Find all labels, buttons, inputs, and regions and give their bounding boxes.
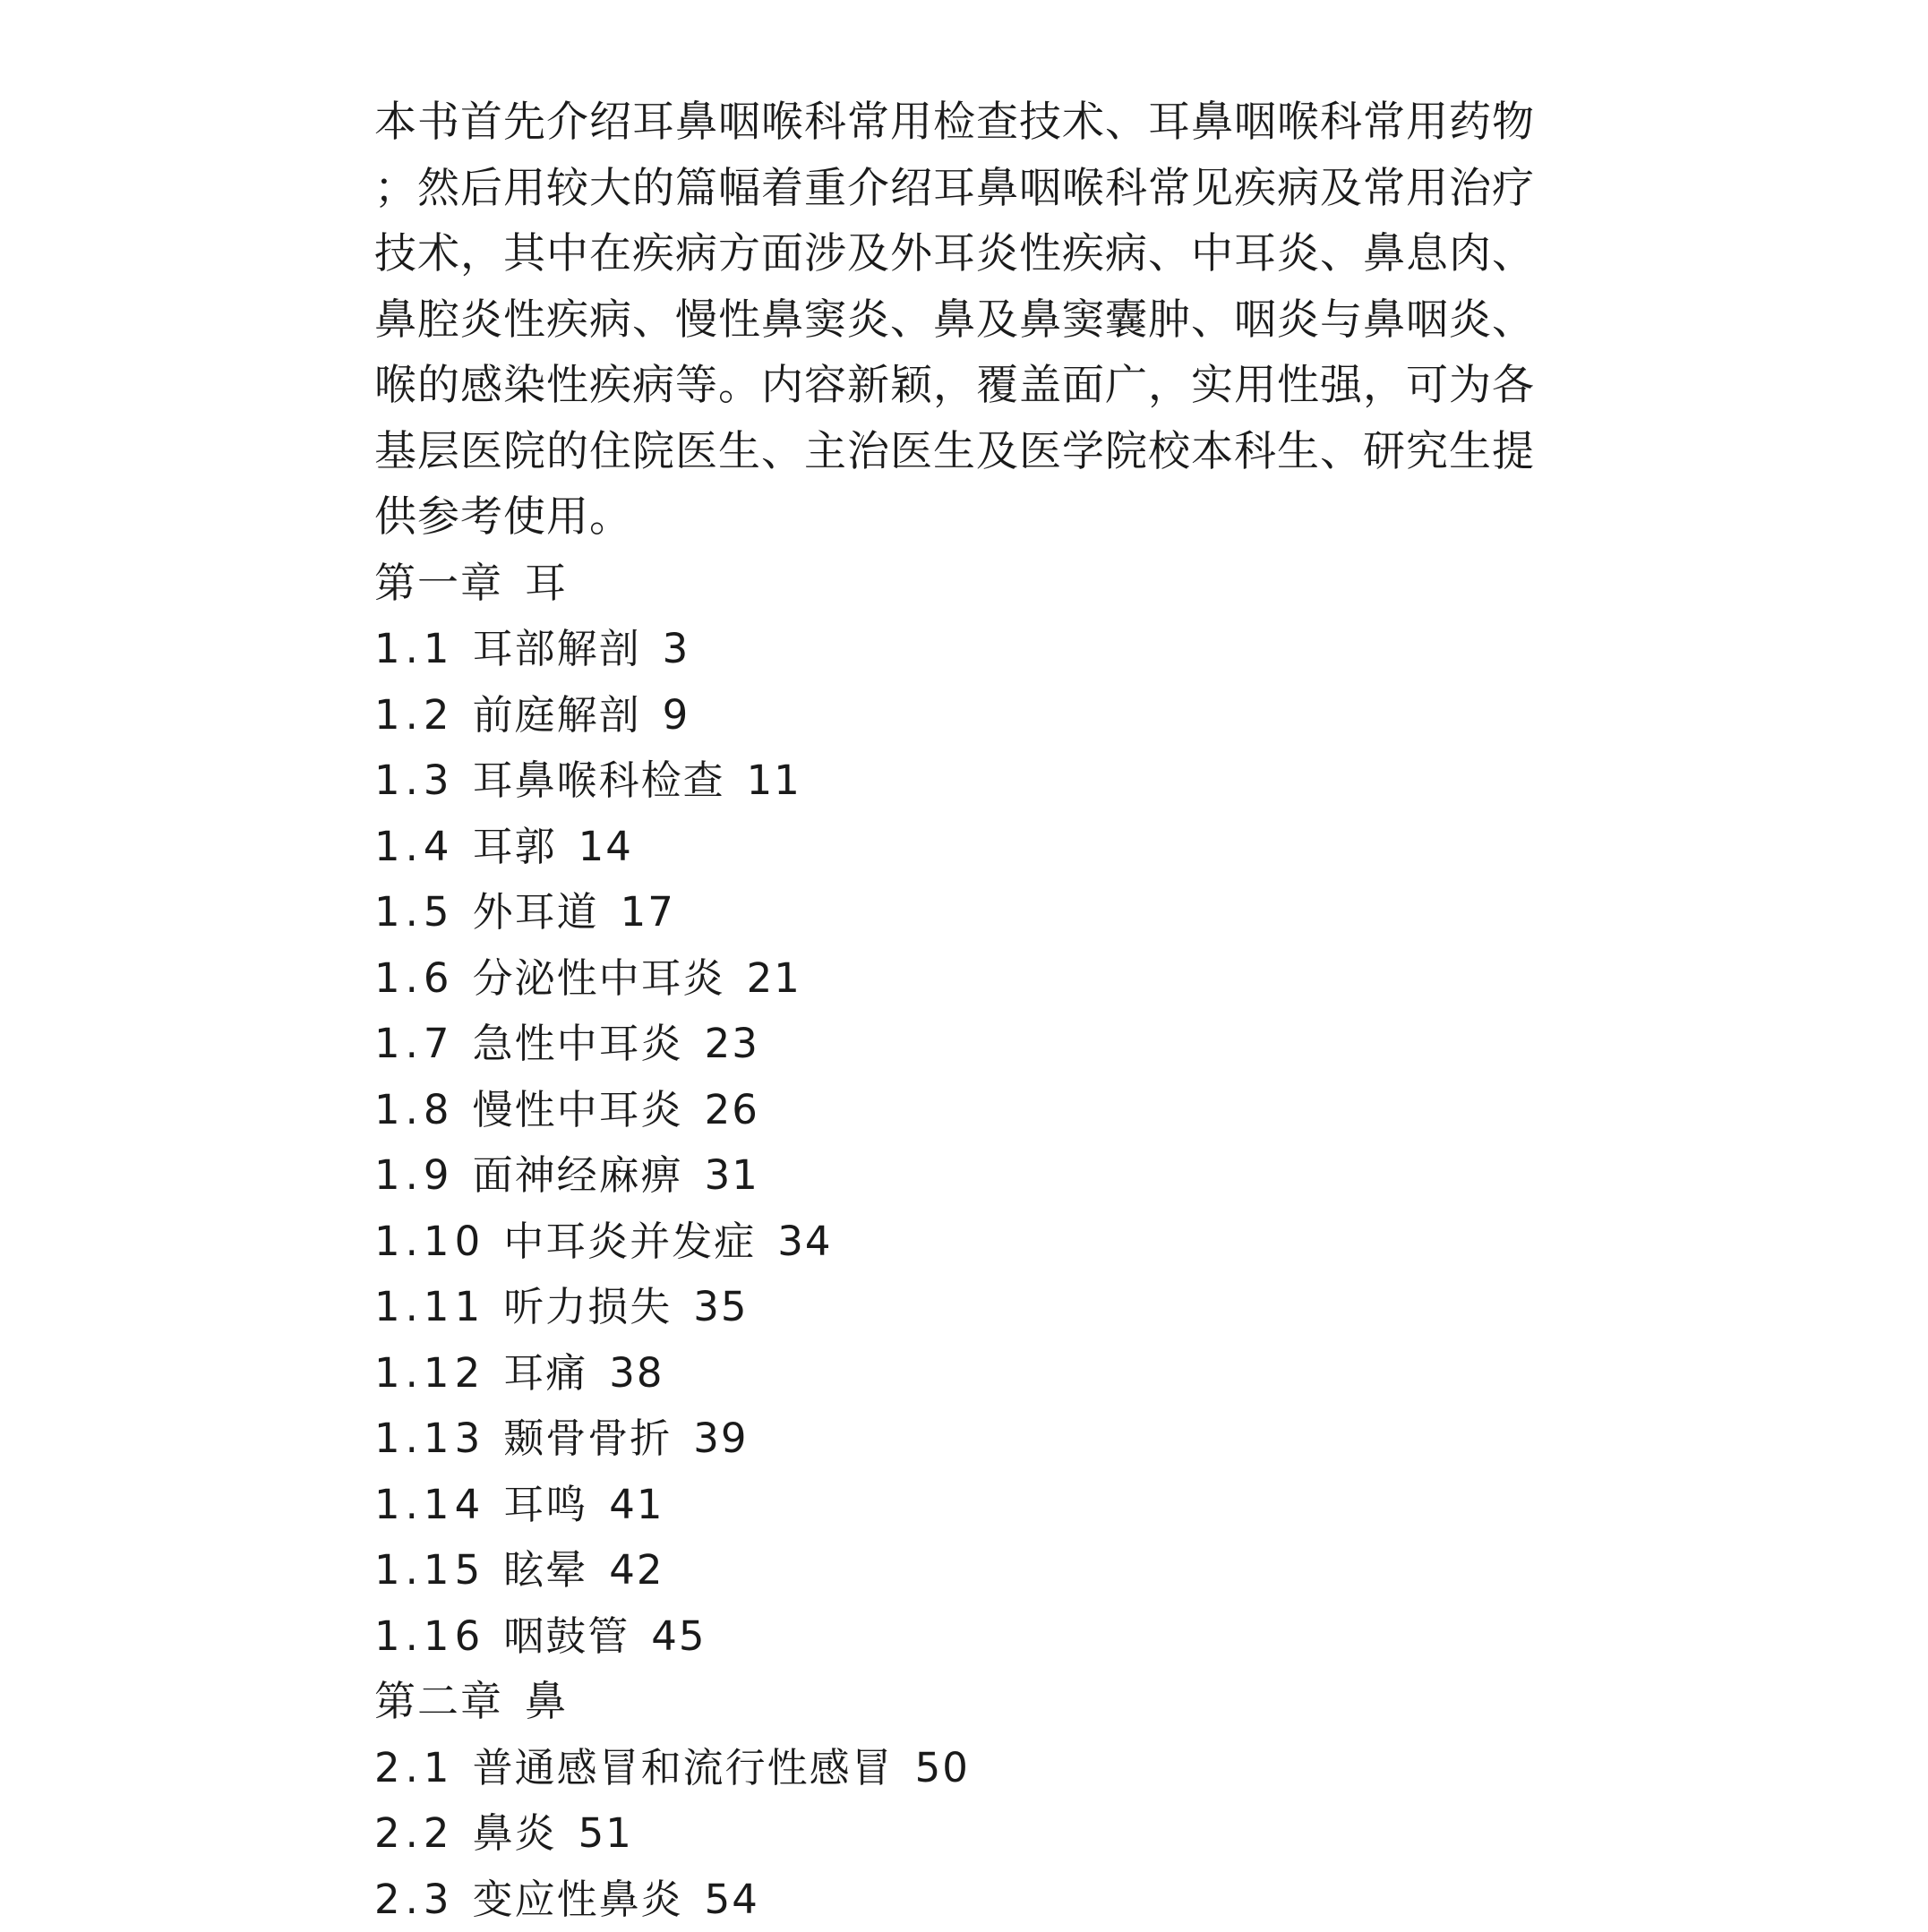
toc-entry-number: 1.12 (374, 1340, 485, 1406)
toc-entry-number: 1.2 (374, 682, 455, 748)
intro-line: 技术，其中在疾病方面涉及外耳炎性疾病、中耳炎、鼻息肉、 (374, 221, 1574, 287)
toc-entry-number: 2.1 (374, 1735, 455, 1801)
toc-entry-number: 1.9 (374, 1142, 455, 1209)
toc-entry (374, 1537, 1574, 1603)
toc-list-chapter-1 (374, 616, 1574, 1669)
intro-line: ；然后用较大的篇幅着重介绍耳鼻咽喉科常见疾病及常用治疗 (374, 156, 1574, 222)
toc-entry-page: 39 (693, 1415, 748, 1462)
chapter-label: 第二章 (374, 1677, 503, 1725)
toc-entry (374, 1603, 1574, 1670)
toc-entry-title: 耳鼻喉科检查 (473, 757, 725, 804)
toc-entry-page: 3 (663, 625, 690, 672)
toc-entry-title: 听力损失 (503, 1283, 672, 1330)
toc-entry-title: 耳痛 (503, 1349, 587, 1397)
toc-entry-title: 分泌性中耳炎 (473, 954, 725, 1002)
toc-entry-number: 1.8 (374, 1077, 455, 1143)
toc-entry (374, 1735, 1574, 1801)
toc-entry-page: 35 (693, 1283, 748, 1330)
toc-entry-number: 1.15 (374, 1537, 485, 1603)
chapter-label: 第一章 (374, 559, 503, 607)
toc-entry (374, 1340, 1574, 1406)
toc-entry-page: 34 (777, 1218, 832, 1265)
toc-entry-number: 1.13 (374, 1406, 485, 1472)
toc-entry-title: 颞骨骨折 (503, 1415, 672, 1462)
toc-entry-title: 耳郭 (473, 823, 557, 870)
intro-line: 喉的感染性疾病等。内容新颖，覆盖面广，实用性强，可为各 (374, 353, 1574, 419)
toc-entry (374, 1011, 1574, 1077)
toc-entry-page: 51 (578, 1809, 633, 1857)
intro-line: 本书首先介绍耳鼻咽喉科常用检查技术、耳鼻咽喉科常用药物 (374, 90, 1574, 156)
toc-entry-page: 54 (705, 1876, 759, 1923)
toc-entry (374, 748, 1574, 814)
toc-entry-title: 鼻炎 (473, 1809, 557, 1857)
toc-entry (374, 945, 1574, 1012)
chapter-name: 耳 (525, 559, 568, 607)
toc-entry-title: 中耳炎并发症 (503, 1218, 756, 1265)
toc-entry-page: 21 (747, 954, 801, 1002)
toc-entry-page: 42 (609, 1546, 664, 1594)
toc-list-chapter-2 (374, 1735, 1574, 1932)
chapter-heading-1 (374, 551, 1574, 617)
toc-entry-page: 11 (747, 757, 801, 804)
toc-entry-number: 1.6 (374, 945, 455, 1012)
toc-entry (374, 616, 1574, 682)
toc-entry-page: 50 (915, 1744, 970, 1791)
toc-entry-title: 外耳道 (473, 888, 599, 936)
toc-entry-number: 1.11 (374, 1274, 485, 1340)
toc-entry-number: 2.3 (374, 1867, 455, 1932)
chapter-heading-2 (374, 1669, 1574, 1735)
toc-entry-page: 45 (651, 1612, 706, 1660)
toc-entry (374, 1142, 1574, 1209)
toc-entry (374, 1274, 1574, 1340)
toc-entry-title: 耳部解剖 (473, 625, 641, 672)
toc-entry-title: 变应性鼻炎 (473, 1876, 683, 1923)
intro-line: 供参考使用。 (374, 484, 1574, 551)
toc-entry (374, 1209, 1574, 1275)
toc-entry (374, 1406, 1574, 1472)
toc-entry-number: 1.5 (374, 879, 455, 945)
toc-entry-title: 前庭解剖 (473, 691, 641, 739)
toc-entry-number: 2.2 (374, 1800, 455, 1867)
toc-entry (374, 879, 1574, 945)
intro-paragraph (374, 90, 1574, 551)
toc-entry (374, 1867, 1574, 1932)
toc-entry-page: 38 (609, 1349, 664, 1397)
toc-entry-page: 31 (705, 1151, 759, 1199)
toc-entry-number: 1.7 (374, 1011, 455, 1077)
toc-entry (374, 682, 1574, 748)
document-page (374, 90, 1574, 1932)
chapter-name: 鼻 (525, 1677, 568, 1725)
toc-entry (374, 1472, 1574, 1538)
intro-line: 基层医院的住院医生、主治医生及医学院校本科生、研究生提 (374, 419, 1574, 485)
toc-entry-title: 面神经麻痹 (473, 1151, 683, 1199)
toc-entry-title: 咽鼓管 (503, 1612, 630, 1660)
toc-entry-title: 普通感冒和流行性感冒 (473, 1744, 894, 1791)
toc-entry-page: 17 (621, 888, 675, 936)
toc-entry-number: 1.3 (374, 748, 455, 814)
toc-entry-number: 1.4 (374, 814, 455, 880)
toc-entry-title: 眩晕 (503, 1546, 587, 1594)
toc-entry-page: 9 (663, 691, 690, 739)
toc-entry (374, 1800, 1574, 1867)
toc-entry-number: 1.1 (374, 616, 455, 682)
toc-entry-page: 41 (609, 1481, 664, 1528)
toc-entry-title: 耳鸣 (503, 1481, 587, 1528)
toc-entry-page: 23 (705, 1020, 759, 1067)
toc-entry-number: 1.10 (374, 1209, 485, 1275)
intro-line: 鼻腔炎性疾病、慢性鼻窦炎、鼻及鼻窦囊肿、咽炎与鼻咽炎、 (374, 287, 1574, 354)
toc-entry-title: 急性中耳炎 (473, 1020, 683, 1067)
toc-entry-number: 1.16 (374, 1603, 485, 1670)
toc-entry-title: 慢性中耳炎 (473, 1086, 683, 1133)
toc-entry-page: 26 (705, 1086, 759, 1133)
toc-entry-number: 1.14 (374, 1472, 485, 1538)
toc-entry (374, 1077, 1574, 1143)
toc-entry-page: 14 (578, 823, 633, 870)
toc-entry (374, 814, 1574, 880)
